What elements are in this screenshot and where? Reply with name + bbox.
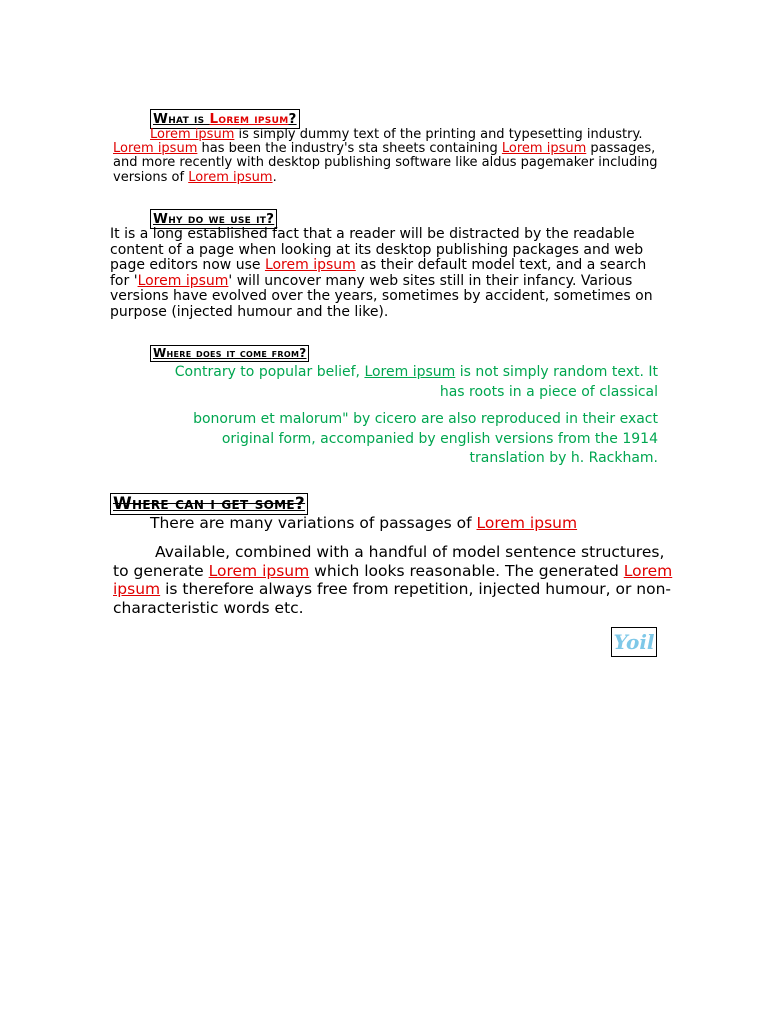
heading-what-is-suffix: ?	[288, 111, 297, 127]
paragraph-text: passages, and more recently with desktop publishing software like aldus pagemaker including versions of	[113, 141, 658, 185]
paragraph-text: as their default model text, and a search for '	[110, 257, 647, 289]
paragraph-text: It is a long established fact that a reader will be distracted by the readable content of a page when looking at its desktop publishing packages and web page editors now use	[110, 226, 644, 274]
heading-where-get	[110, 493, 308, 515]
paragraph-text: There are many variations of passages of	[150, 514, 477, 532]
paragraph-text: is not simply random text. It has roots in a piece of classical	[439, 364, 658, 400]
lorem-link[interactable]: Lorem ipsum	[113, 141, 198, 157]
paragraph-why-use	[110, 227, 662, 321]
lorem-link[interactable]: Lorem ipsum	[188, 169, 273, 185]
heading-where-from-text: Where does it come from?	[153, 346, 307, 360]
lorem-link[interactable]: Lorem ipsum	[208, 561, 310, 580]
paragraph-text: Contrary to popular belief,	[174, 364, 365, 380]
lorem-link[interactable]: Lorem ipsum	[113, 561, 673, 599]
paragraph-text: is therefore always free from repetition, injected humour, or non-characteristic words etc.	[113, 580, 672, 617]
paragraph-text: .	[272, 169, 277, 185]
paragraph-what-is	[113, 128, 661, 185]
paragraph-text: has been the industry's sta sheets containing	[197, 141, 502, 157]
paragraph-text: which looks reasonable. The generated	[309, 561, 624, 580]
paragraph-where-from-1	[150, 362, 658, 402]
paragraph-text: Available, combined with a handful of model sentence structures, to generate	[113, 543, 665, 580]
paragraph-variations	[150, 513, 670, 533]
signature-box: Yoil	[611, 627, 657, 657]
lorem-link[interactable]: Lorem ipsum	[501, 141, 587, 157]
paragraph-where-from-2: bonorum et malorum" by cicero are also reproduced in their exact original form, accompanied by english versions from the 1914 translation by h. Rackham.	[193, 411, 658, 466]
paragraph-available	[113, 543, 673, 617]
heading-lorem-link[interactable]: Lorem ipsum	[209, 111, 289, 127]
lorem-link[interactable]: Lorem ipsum	[264, 257, 356, 274]
heading-where-from	[150, 345, 309, 362]
heading-why-use-text: Why do we use it?	[153, 211, 275, 227]
heading-what-is	[150, 109, 300, 129]
heading-where-get-text: Where can i get some?	[113, 494, 306, 514]
lorem-link[interactable]: Lorem ipsum	[150, 127, 235, 142]
heading-what-is-prefix: What is	[153, 111, 210, 127]
lorem-link[interactable]: Lorem ipsum	[476, 514, 578, 532]
paragraph-text: is simply dummy text of the printing and typesetting industry.	[234, 127, 643, 142]
paragraph-text: ' will uncover many web sites still in their infancy. Various versions have evolved over the years, sometimes by accident, sometimes on purpose (injected humour and the like).	[110, 272, 653, 320]
lorem-link[interactable]: Lorem ipsum	[137, 272, 229, 289]
lorem-link[interactable]: Lorem ipsum	[364, 364, 456, 380]
